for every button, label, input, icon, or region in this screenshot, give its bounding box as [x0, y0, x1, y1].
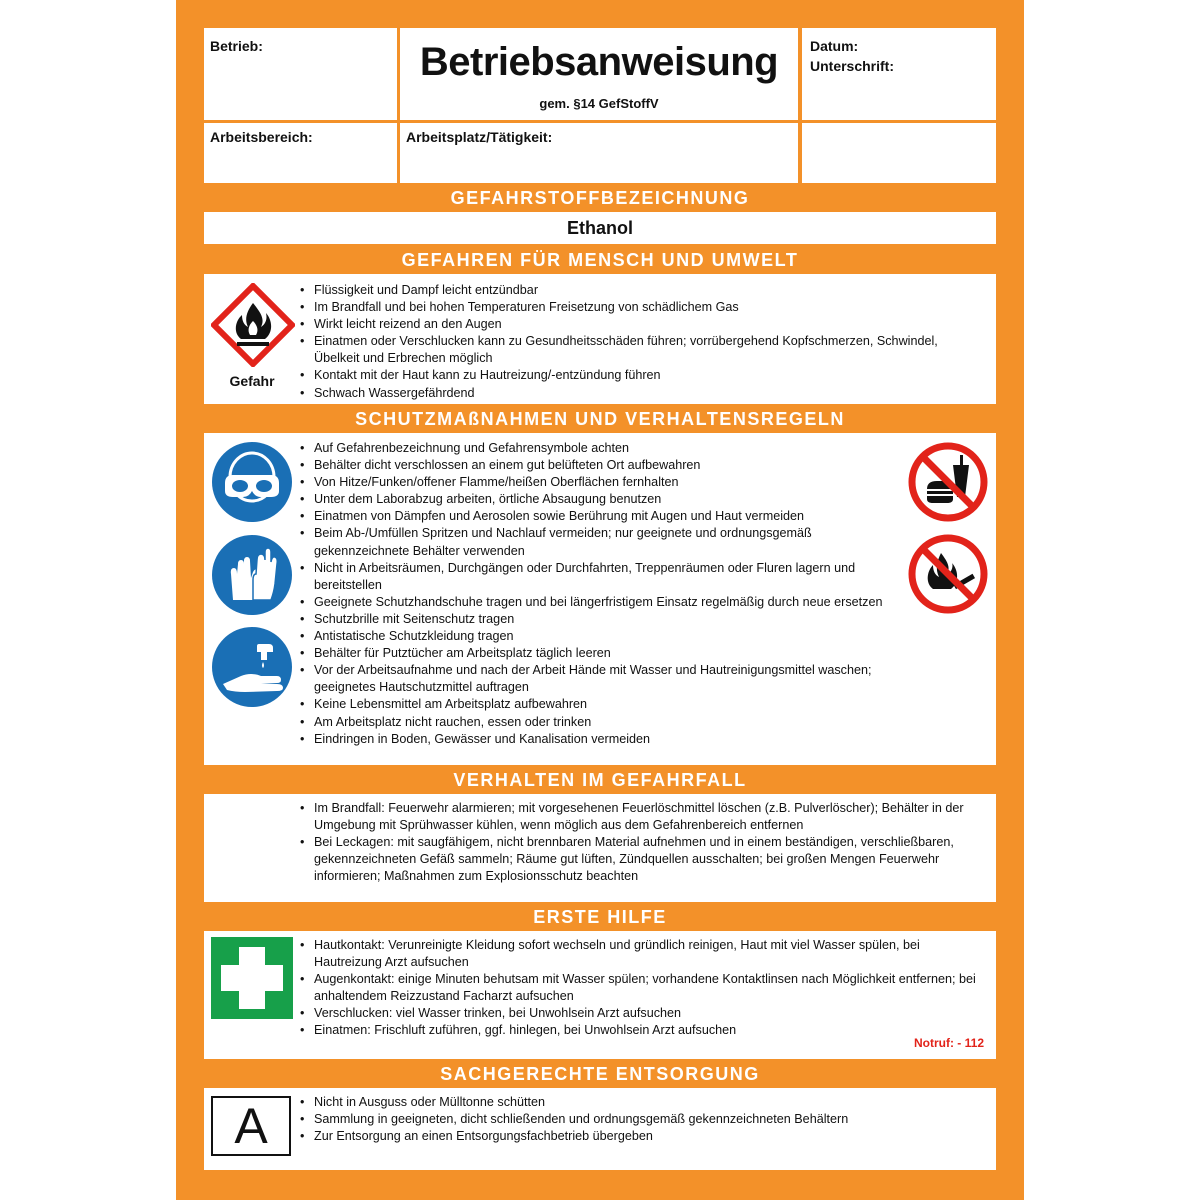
list-item: • Einatmen von Dämpfen und Aerosolen sowie Berührung mit Augen und Haut vermeiden: [300, 508, 900, 525]
schutz-heading: SCHUTZMAßNAHMEN UND VERHALTENSREGELN: [355, 409, 845, 429]
gefahrfall-heading: VERHALTEN IM GEFAHRFALL: [453, 770, 747, 790]
gefahrfall-section: [204, 794, 996, 902]
signal-word: Gefahr: [229, 373, 275, 389]
unterschrift-label: Unterschrift:: [810, 58, 895, 74]
entsorgung-list: [300, 1094, 980, 1145]
list-item: • Schwach Wassergefährdend: [300, 385, 980, 402]
ghs02-flame-icon: [211, 283, 295, 367]
list-item: • Keine Lebensmittel am Arbeitsplatz aufbewahren: [300, 696, 900, 713]
list-item: • Behälter dicht verschlossen an einem gut belüfteten Ort aufbewahren: [300, 457, 900, 474]
operating-instruction-sheet: [176, 0, 1024, 1200]
arbeitsbereich-label: Arbeitsbereich:: [210, 129, 313, 145]
substance-name: Ethanol: [567, 218, 633, 238]
no-open-flame-icon: [907, 533, 989, 615]
first-aid-icon: [211, 937, 293, 1019]
list-item: • Zur Entsorgung an einen Entsorgungsfachbetrieb übergeben: [300, 1128, 980, 1145]
list-item: • Vor der Arbeitsaufnahme und nach der Arbeit Hände mit Wasser und Hautreinigungsmittel waschen; geeignetes Hautschutzmittel auftragen: [300, 662, 900, 696]
betrieb-label: Betrieb:: [210, 38, 263, 54]
entsorgung-heading: SACHGERECHTE ENTSORGUNG: [440, 1064, 760, 1084]
schutz-list: [300, 440, 900, 748]
betrieb-cell: [204, 28, 397, 120]
list-item: • Wirkt leicht reizend an den Augen: [300, 316, 980, 333]
erstehilfe-list: [300, 937, 980, 1040]
list-item: • Hautkontakt: Verunreinigte Kleidung sofort wechseln und gründlich reinigen, Haut mit viel Wasser spülen, bei Hautreizung Arzt aufsuchen: [300, 937, 980, 971]
page-subtitle: gem. §14 GefStoffV: [539, 96, 659, 111]
substance-name-box: [204, 212, 996, 244]
schutz-section: [204, 433, 996, 765]
erstehilfe-section: [204, 931, 996, 1059]
list-item: • Einatmen: Frischluft zuführen, ggf. hinlegen, bei Unwohlsein Arzt aufsuchen: [300, 1022, 980, 1039]
list-item: • Bei Leckagen: mit saugfähigem, nicht brennbaren Material aufnehmen und in einem beständigen, verschließbaren, gekennzeichneten Gefäß sammeln; Räume gut lüften, Zündquellen ausschalten; bei großen Mengen Feuerwehr informieren; Maßnahmen zum Explosionsschutz beachten: [300, 834, 980, 885]
list-item: • Im Brandfall: Feuerwehr alarmieren; mit vorgesehenen Feuerlöschmittel löschen (z.B. Pulverlöscher); Behälter in der Umgebung mit Sprühwasser kühlen, wenn möglich aus dem Gefahrenbereich entfernen: [300, 800, 980, 834]
list-item: • Beim Ab-/Umfüllen Spritzen und Nachlauf vermeiden; nur geeignete und ordnungsgemäß gekennzeichnete Behälter verwenden: [300, 525, 900, 559]
entsorgung-section: [204, 1088, 996, 1170]
page-title: Betriebsanweisung: [419, 40, 779, 84]
list-item: • Antistatische Schutzkleidung tragen: [300, 628, 900, 645]
arbeitsplatz-label: Arbeitsplatz/Tätigkeit:: [406, 129, 553, 145]
safety-goggles-icon: [211, 441, 293, 523]
gefahren-section: [204, 274, 996, 404]
list-item: • Nicht in Ausguss oder Mülltonne schütten: [300, 1094, 980, 1111]
list-item: • Verschlucken: viel Wasser trinken, bei Unwohlsein Arzt aufsuchen: [300, 1005, 980, 1022]
list-item: • Auf Gefahrenbezeichnung und Gefahrensymbole achten: [300, 440, 900, 457]
list-item: • Von Hitze/Funken/offener Flamme/heißen Oberflächen fernhalten: [300, 474, 900, 491]
gefahren-list: [300, 282, 980, 402]
list-item: • Geeignete Schutzhandschuhe tragen und bei längerfristigem Einsatz regelmäßig durch neue ersetzen: [300, 594, 900, 611]
list-item: • Kontakt mit der Haut kann zu Hautreizung/-entzündung führen: [300, 367, 980, 384]
gefahrstoff-heading: GEFAHRSTOFFBEZEICHNUNG: [450, 188, 750, 208]
list-item: • Im Brandfall und bei hohen Temperaturen Freisetzung von schädlichem Gas: [300, 299, 980, 316]
list-item: • Schutzbrille mit Seitenschutz tragen: [300, 611, 900, 628]
datum-cell: [802, 28, 996, 120]
list-item: • Unter dem Laborabzug arbeiten, örtliche Absaugung benutzen: [300, 491, 900, 508]
no-eating-drinking-icon: [907, 441, 989, 523]
disposal-category-letter: A: [234, 1098, 268, 1154]
list-item: • Flüssigkeit und Dampf leicht entzündbar: [300, 282, 980, 299]
erstehilfe-heading: ERSTE HILFE: [533, 907, 667, 927]
list-item: • Eindringen in Boden, Gewässer und Kanalisation vermeiden: [300, 731, 900, 748]
title-cell: [400, 28, 798, 120]
gefahrfall-list: [300, 800, 980, 885]
empty-header-cell: [802, 123, 996, 183]
list-item: • Nicht in Arbeitsräumen, Durchgängen oder Durchfahrten, Treppenräumen oder Fluren lagern und bereitstellen: [300, 560, 900, 594]
arbeitsbereich-cell: [204, 123, 397, 183]
list-item: • Augenkontakt: einige Minuten behutsam mit Wasser spülen; vorhandene Kontaktlinsen nach Möglichkeit entfernen; bei anhaltendem Reizzustand Facharzt aufsuchen: [300, 971, 980, 1005]
hand-protection-icon: [211, 626, 293, 708]
protective-gloves-icon: [211, 534, 293, 616]
arbeitsplatz-cell: [400, 123, 798, 183]
gefahren-heading: GEFAHREN FÜR MENSCH UND UMWELT: [401, 250, 799, 270]
list-item: • Am Arbeitsplatz nicht rauchen, essen oder trinken: [300, 714, 900, 731]
disposal-category-icon: [211, 1096, 291, 1156]
list-item: • Behälter für Putztücher am Arbeitsplatz täglich leeren: [300, 645, 900, 662]
datum-label: Datum:: [810, 38, 859, 54]
emergency-number: Notruf: - 112: [913, 1036, 984, 1050]
list-item: • Sammlung in geeigneten, dicht schließenden und ordnungsgemäß gekennzeichneten Behältern: [300, 1111, 980, 1128]
list-item: • Einatmen oder Verschlucken kann zu Gesundheitsschäden führen; vorrübergehend Kopfschmerzen, Schwindel, Übelkeit und Erbrechen möglich: [300, 333, 980, 367]
